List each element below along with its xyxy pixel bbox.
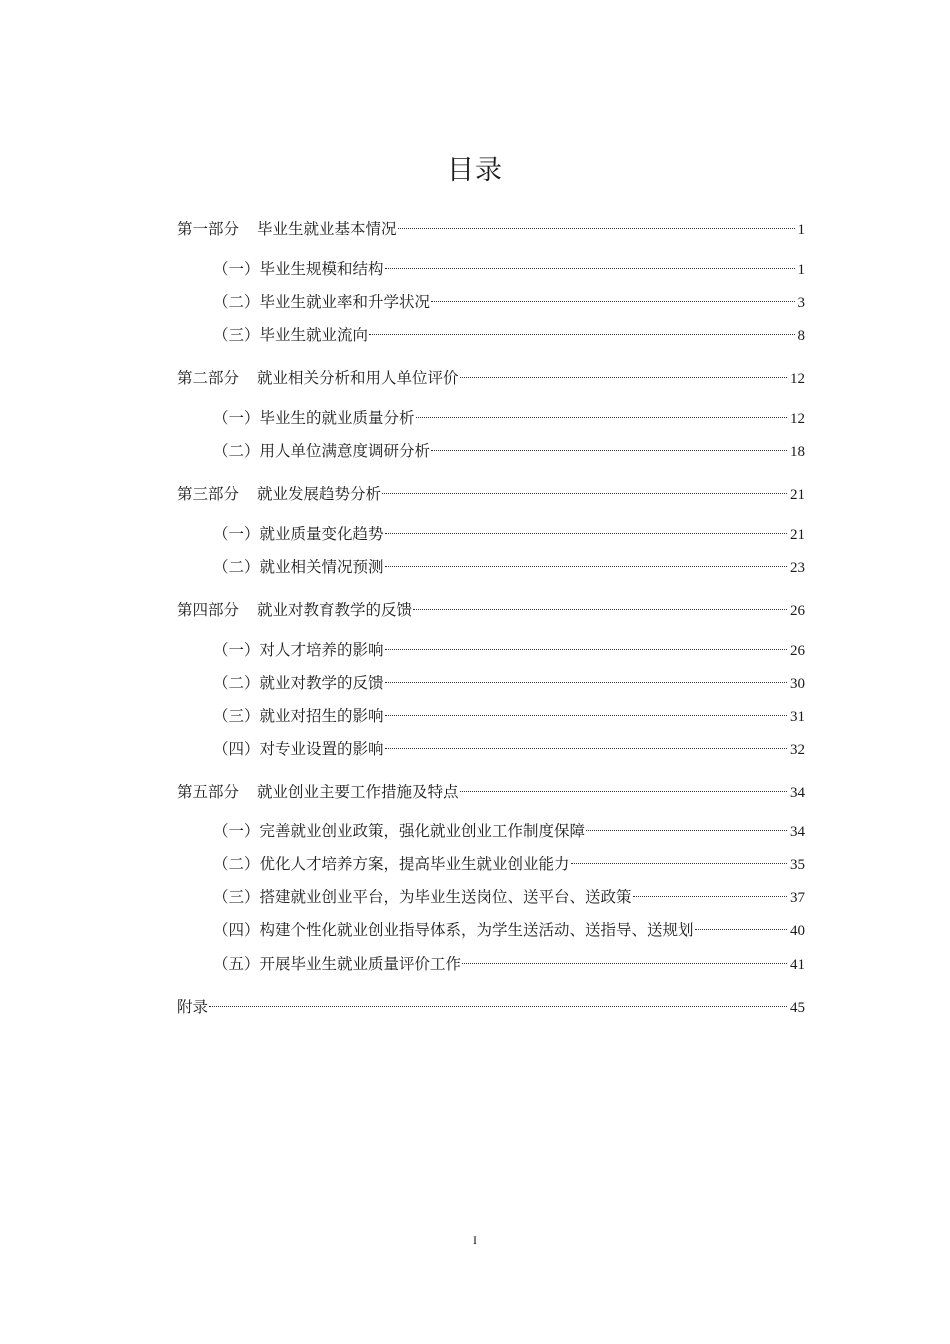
toc-entry-title: 完善就业创业政策，强化就业创业工作制度保障 — [259, 822, 586, 840]
toc-entry-sub[interactable] — [213, 406, 805, 430]
dot-leader — [385, 268, 795, 269]
toc-entry-title: 用人单位满意度调研分析 — [259, 442, 431, 460]
toc-entry-part-3[interactable] — [177, 482, 805, 506]
toc-entry-page: 26 — [790, 643, 805, 659]
dot-leader — [571, 863, 787, 864]
toc-entry-page: 41 — [790, 957, 805, 973]
toc-entry-title: 就业发展趋势分析 — [257, 485, 382, 503]
toc-entry-page: 8 — [797, 328, 805, 344]
toc-entry-sub[interactable] — [213, 257, 805, 281]
toc-entry-title: 就业创业主要工作措施及特点 — [257, 783, 459, 801]
toc-entry-number: （二） — [213, 558, 260, 576]
toc-entry-part-5[interactable] — [177, 780, 805, 804]
dot-leader — [431, 450, 787, 451]
toc-entry-number: 第一部分 — [177, 220, 240, 238]
toc-entry-number: （三） — [213, 326, 260, 344]
toc-entry-title: 就业相关情况预测 — [259, 558, 384, 576]
toc-entry-page: 32 — [790, 742, 805, 758]
dot-leader — [385, 566, 787, 567]
toc-entry-sub[interactable] — [213, 885, 805, 909]
toc-entry-page: 34 — [790, 785, 805, 801]
toc-entry-sub[interactable] — [213, 323, 805, 347]
toc-entry-title: 开展毕业生就业质量评价工作 — [259, 955, 462, 973]
dot-leader — [385, 715, 787, 716]
toc-entry-page: 31 — [790, 709, 805, 725]
toc-entry-page: 34 — [790, 824, 805, 840]
toc-entry-sub[interactable] — [213, 819, 805, 843]
toc-entry-page: 26 — [790, 603, 805, 619]
dot-leader — [209, 1006, 787, 1007]
toc-entry-number: 第四部分 — [177, 601, 240, 619]
toc-entry-page: 45 — [790, 1000, 805, 1016]
toc-entry-number: （五） — [213, 955, 260, 973]
toc-entry-title: 毕业生就业流向 — [259, 326, 369, 344]
toc-entry-part-2[interactable] — [177, 366, 805, 390]
toc-entry-title: 优化人才培养方案，提高毕业生就业创业能力 — [259, 855, 570, 873]
toc-entry-number: （一） — [213, 641, 260, 659]
toc-entry-number: （一） — [213, 525, 260, 543]
dot-leader — [462, 963, 787, 964]
toc-entry-sub[interactable] — [213, 439, 805, 463]
toc-entry-page: 21 — [790, 527, 805, 543]
toc-entry-title: 毕业生就业基本情况 — [257, 220, 397, 238]
toc-entry-page: 37 — [790, 890, 805, 906]
toc-entry-number: 第二部分 — [177, 369, 240, 387]
dot-leader — [633, 896, 787, 897]
dot-leader — [385, 649, 787, 650]
toc-entry-part-4[interactable] — [177, 598, 805, 622]
toc-entry-title: 就业质量变化趋势 — [259, 525, 384, 543]
toc-entry-title: 就业对招生的影响 — [259, 707, 384, 725]
dot-leader — [416, 417, 787, 418]
toc-entry-part-1[interactable] — [177, 217, 805, 241]
toc-entry-page: 1 — [797, 262, 805, 278]
toc-entry-title: 毕业生规模和结构 — [259, 260, 384, 278]
toc-entry-number: （四） — [213, 740, 260, 758]
toc-entry-page: 40 — [790, 923, 805, 939]
toc-entry-sub[interactable] — [213, 737, 805, 761]
toc-entry-sub[interactable] — [213, 638, 805, 662]
toc-entry-number: （二） — [213, 855, 260, 873]
dot-leader — [695, 929, 787, 930]
toc-entry-title: 就业相关分析和用人单位评价 — [257, 369, 459, 387]
toc-entry-title: 搭建就业创业平台，为毕业生送岗位、送平台、送政策 — [259, 888, 632, 906]
toc-entry-page: 21 — [790, 487, 805, 503]
toc-entry-page: 3 — [797, 295, 805, 311]
dot-leader — [431, 301, 794, 302]
page-title: 目录 — [447, 155, 503, 186]
toc-entry-number: （一） — [213, 822, 260, 840]
toc-entry-sub[interactable] — [213, 671, 805, 695]
toc-entry-title: 毕业生的就业质量分析 — [259, 409, 415, 427]
toc-entry-number: 第三部分 — [177, 485, 240, 503]
toc-entry-page: 12 — [790, 411, 805, 427]
toc-entry-sub[interactable] — [213, 918, 805, 942]
toc-entry-number: （一） — [213, 409, 260, 427]
toc-entry-sub[interactable] — [213, 704, 805, 728]
toc-entry-title: 附录 — [177, 998, 209, 1016]
dot-leader — [382, 493, 787, 494]
toc-entry-page: 12 — [790, 371, 805, 387]
dot-leader — [460, 377, 787, 378]
dot-leader — [413, 609, 787, 610]
toc-entry-number: （二） — [213, 442, 260, 460]
toc-entry-title: 构建个性化就业创业指导体系，为学生送活动、送指导、送规划 — [259, 921, 694, 939]
toc-entry-sub[interactable] — [213, 852, 805, 876]
toc-entry-sub[interactable] — [213, 290, 805, 314]
toc-entry-title: 对人才培养的影响 — [259, 641, 384, 659]
toc-entry-number: （二） — [213, 674, 260, 692]
footer-page-number: I — [473, 1233, 477, 1247]
toc-entry-title: 就业对教育教学的反馈 — [257, 601, 413, 619]
toc-entry-number: （一） — [213, 260, 260, 278]
toc-entry-number: （四） — [213, 921, 260, 939]
toc-entry-page: 23 — [790, 560, 805, 576]
dot-leader — [398, 228, 795, 229]
toc-entry-number: （二） — [213, 293, 260, 311]
toc-entry-title: 对专业设置的影响 — [259, 740, 384, 758]
toc-entry-page: 1 — [797, 222, 805, 238]
toc-entry-sub[interactable] — [213, 555, 805, 579]
dot-leader — [385, 533, 787, 534]
toc-entry-number: 第五部分 — [177, 783, 240, 801]
toc-entry-title: 毕业生就业率和升学状况 — [259, 293, 431, 311]
toc-entry-page: 30 — [790, 676, 805, 692]
dot-leader — [385, 748, 787, 749]
toc-entry-sub[interactable] — [213, 952, 805, 976]
dot-leader — [369, 334, 794, 335]
toc-entry-number: （三） — [213, 707, 260, 725]
toc-entry-appendix[interactable] — [177, 995, 805, 1019]
dot-leader — [586, 830, 787, 831]
toc-entry-page: 35 — [790, 857, 805, 873]
toc-entry-page: 18 — [790, 444, 805, 460]
dot-leader — [385, 682, 787, 683]
toc-entry-sub[interactable] — [213, 522, 805, 546]
toc-entry-title: 就业对教学的反馈 — [259, 674, 384, 692]
toc-entry-number: （三） — [213, 888, 260, 906]
dot-leader — [460, 791, 787, 792]
